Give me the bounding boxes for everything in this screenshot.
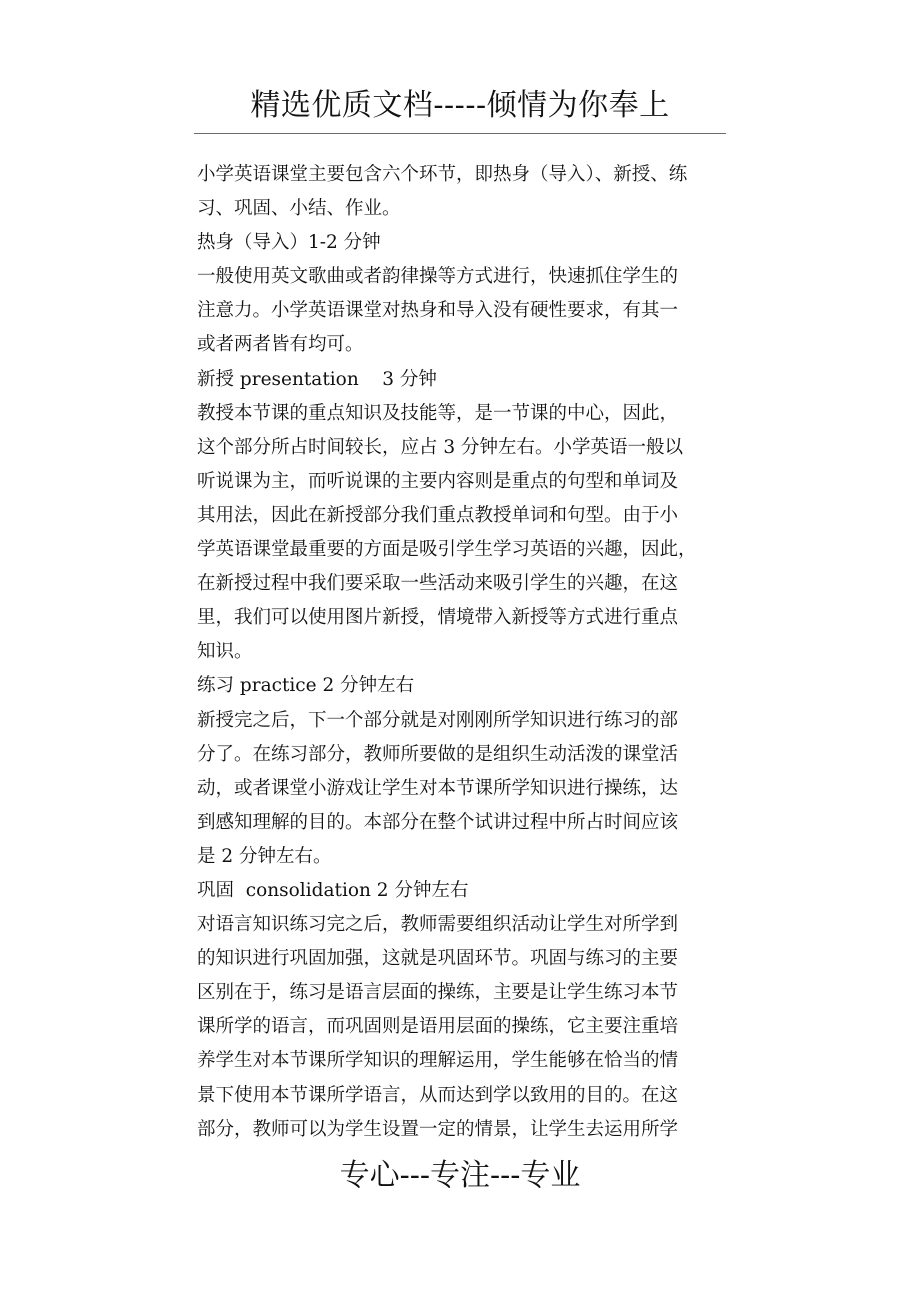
paragraph-line: 其用法，因此在新授部分我们重点教授单词和句型。由于小 [197,504,679,526]
paragraph-line: 或者两者皆有均可。 [197,334,364,356]
section-heading-consolidation: 巩固 consolidation 2 分钟左右 [197,879,469,901]
paragraph-line: 养学生对本节课所学知识的理解运用，学生能够在恰当的情 [197,1050,679,1072]
paragraph-line: 一般使用英文歌曲或者韵律操等方式进行，快速抓住学生的 [197,266,679,288]
header-divider [194,133,726,134]
paragraph-line: 小学英语课堂主要包含六个环节，即热身（导入）、新授、练 [197,164,688,185]
paragraph-line: 在新授过程中我们要采取一些活动来吸引学生的兴趣，在这 [197,573,679,595]
paragraph-line: 课所学的语言，而巩固则是语用层面的操练，它主要注重培 [197,1016,679,1038]
footer-text: 专心---专注---专业 [339,1158,581,1193]
paragraph-line: 部分，教师可以为学生设置一定的情景，让学生去运用所学 [197,1118,679,1140]
paragraph-line: 这个部分所占时间较长，应占 3 分钟左右。小学英语一般以 [197,436,684,458]
paragraph-line: 对语言知识练习完之后，教师需要组织活动让学生对所学到 [197,914,679,936]
header-title: 精选优质文档-----倾情为你奉上 [250,88,670,123]
paragraph-line: 新授完之后，下一个部分就是对刚刚所学知识进行练习的部 [197,709,679,731]
paragraph-line: 习、巩固、小结、作业。 [197,198,401,220]
paragraph-line: 里，我们可以使用图片新授，情境带入新授等方式进行重点 [197,607,679,629]
paragraph-line: 到感知理解的目的。本部分在整个试讲过程中所占时间应该 [197,811,679,833]
paragraph-line: 注意力。小学英语课堂对热身和导入没有硬性要求，有其一 [197,300,679,322]
paragraph-line: 学英语课堂最重要的方面是吸引学生学习英语的兴趣，因此， [197,539,697,561]
paragraph-line: 听说课为主，而听说课的主要内容则是重点的句型和单词及 [197,470,679,492]
section-heading-practice: 练习 practice 2 分钟左右 [197,675,415,697]
paragraph-line: 动，或者课堂小游戏让学生对本节课所学知识进行操练，达 [197,777,679,799]
paragraph-line: 是 2 分钟左右。 [197,845,332,867]
paragraph-line: 教授本节课的重点知识及技能等，是一节课的中心，因此， [197,402,679,424]
paragraph-line: 区别在于，练习是语言层面的操练，主要是让学生练习本节 [197,982,679,1004]
paragraph-line: 的知识进行巩固加强，这就是巩固环节。巩固与练习的主要 [197,948,679,970]
section-heading-warmup: 热身（导入）1-2 分钟 [197,232,381,254]
section-heading-presentation: 新授 presentation 3 分钟 [197,368,437,390]
paragraph-line: 分了。在练习部分，教师所要做的是组织生动活泼的课堂活 [197,743,679,765]
paragraph-line: 知识。 [197,641,253,663]
paragraph-line: 景下使用本节课所学语言，从而达到学以致用的目的。在这 [197,1084,679,1106]
body-text [197,158,732,1147]
